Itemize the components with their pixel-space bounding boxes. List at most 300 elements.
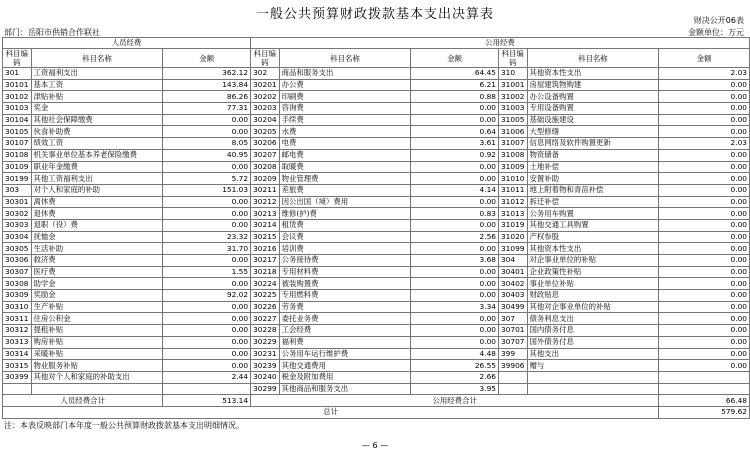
cell-name: 采暖补贴 — [31, 348, 163, 360]
cell-name: 手续费 — [279, 114, 411, 126]
table-row — [3, 126, 750, 138]
cell-name: 工会经费 — [279, 325, 411, 337]
cell-amount: 0.00 — [163, 161, 251, 173]
cell-name: 其他对企事业单位的补贴 — [527, 301, 659, 313]
cell-code: 30499 — [498, 301, 527, 313]
cell-code: 39906 — [498, 360, 527, 372]
cell-amount: 26.55 — [411, 360, 499, 372]
cell-name: 其他商品和服务支出 — [279, 383, 411, 395]
cell-name: 基础设施建设 — [527, 114, 659, 126]
cell-amount: 0.00 — [411, 313, 499, 325]
cell-amount — [659, 371, 750, 383]
cell-name: 公务用车运行维护费 — [279, 348, 411, 360]
cell-amount: 0.00 — [411, 266, 499, 278]
table-row — [3, 313, 750, 325]
cell-amount: 0.00 — [659, 336, 750, 348]
footnote: 注：本表反映部门本年度一般公共预算财政拨款基本支出明细情况。 — [4, 421, 244, 430]
cell-code: 310 — [498, 68, 527, 80]
cell-name: 购房补贴 — [31, 336, 163, 348]
cell-name: 助学金 — [31, 278, 163, 290]
cell-name: 安置补助 — [527, 173, 659, 185]
table-row — [3, 325, 750, 337]
cell-name: 工资福利支出 — [31, 68, 163, 80]
cell-name: 生活补助 — [31, 243, 163, 255]
cell-name: 信息网络及软件购置更新 — [527, 138, 659, 150]
cell-amount: 2.66 — [411, 371, 499, 383]
cell-name: 租赁费 — [279, 219, 411, 231]
cell-amount: 0.00 — [163, 325, 251, 337]
grand-total-row — [3, 406, 750, 418]
cell-amount — [659, 383, 750, 395]
cell-amount: 0.00 — [659, 243, 750, 255]
cell-amount: 0.00 — [659, 126, 750, 138]
table-row — [3, 184, 750, 196]
cell-code: 30212 — [251, 196, 280, 208]
cell-name: 绩效工资 — [31, 138, 163, 150]
cell-amount: 0.00 — [659, 91, 750, 103]
cell-amount: 0.00 — [163, 348, 251, 360]
table-row — [3, 371, 750, 383]
cell-name: 伙食补助费 — [31, 126, 163, 138]
cell-amount: 0.00 — [659, 313, 750, 325]
cell-name: 商品和服务支出 — [279, 68, 411, 80]
cell-name: 物资储备 — [527, 149, 659, 161]
cell-code: 303 — [3, 184, 32, 196]
cell-code: 30216 — [251, 243, 280, 255]
cell-code: 30308 — [3, 278, 32, 290]
cell-code: 31099 — [498, 243, 527, 255]
cell-name: 住房公积金 — [31, 313, 163, 325]
cell-code: 31003 — [498, 103, 527, 115]
cell-amount: 40.95 — [163, 149, 251, 161]
expenditure-table — [2, 37, 750, 419]
cell-name: 职业年金缴费 — [31, 161, 163, 173]
table-row — [3, 266, 750, 278]
cell-name: 事业单位补贴 — [527, 278, 659, 290]
cell-name: 对个人和家庭的补助 — [31, 184, 163, 196]
cell-code: 30401 — [498, 266, 527, 278]
cell-code: 30228 — [251, 325, 280, 337]
table-row — [3, 138, 750, 150]
cell-amount: 0.00 — [659, 231, 750, 243]
cell-amount: 3.95 — [411, 383, 499, 395]
cell-code: 30314 — [3, 348, 32, 360]
cell-name: 奖励金 — [31, 290, 163, 302]
cell-code: 30310 — [3, 301, 32, 313]
cell-code: 31005 — [498, 114, 527, 126]
amount-unit-label: 金额单位：万元 — [688, 28, 744, 37]
cell-name: 维修(护)费 — [279, 208, 411, 220]
cell-name: 其他资本性支出 — [527, 68, 659, 80]
cell-name: 会议费 — [279, 231, 411, 243]
cell-amount: 0.00 — [411, 114, 499, 126]
cell-name: 国外债务付息 — [527, 336, 659, 348]
cell-code: 30240 — [251, 371, 280, 383]
grand-total-label: 总计 — [3, 406, 659, 418]
cell-code: 30307 — [3, 266, 32, 278]
cell-code: 30205 — [251, 126, 280, 138]
cell-code: 30306 — [3, 255, 32, 267]
cell-amount: 0.00 — [659, 196, 750, 208]
cell-code: 30312 — [3, 325, 32, 337]
cell-amount: 0.00 — [659, 173, 750, 185]
cell-amount: 8.05 — [163, 138, 251, 150]
public-total-label: 公用经费合计 — [251, 395, 659, 407]
table-row — [3, 196, 750, 208]
cell-code: 30217 — [251, 255, 280, 267]
header-code: 科目编码 — [3, 49, 32, 68]
cell-name: 被装购置费 — [279, 278, 411, 290]
cell-name: 其他交通工具购置 — [527, 219, 659, 231]
cell-amount — [163, 383, 251, 395]
cell-amount: 64.45 — [411, 68, 499, 80]
cell-amount: 0.00 — [163, 196, 251, 208]
cell-code: 30302 — [3, 208, 32, 220]
cell-name: 培训费 — [279, 243, 411, 255]
report-title: 一般公共预算财政拨款基本支出决算表 — [255, 7, 494, 22]
cell-code: 30224 — [251, 278, 280, 290]
cell-amount: 31.70 — [163, 243, 251, 255]
cell-code: 30103 — [3, 103, 32, 115]
cell-name: 水费 — [279, 126, 411, 138]
section-personnel: 人员经费 — [3, 38, 251, 49]
cell-name: 抚恤金 — [31, 231, 163, 243]
cell-amount: 0.00 — [659, 79, 750, 91]
cell-name: 其他交通费用 — [279, 360, 411, 372]
cell-name: 拆迁补偿 — [527, 196, 659, 208]
cell-name: 其他资本性支出 — [527, 243, 659, 255]
personnel-total-value: 513.14 — [163, 395, 251, 407]
cell-code: 30239 — [251, 360, 280, 372]
cell-code: 30403 — [498, 290, 527, 302]
cell-code: 30206 — [251, 138, 280, 150]
cell-amount: 0.00 — [659, 161, 750, 173]
cell-amount: 0.00 — [163, 255, 251, 267]
cell-code: 30225 — [251, 290, 280, 302]
cell-name: 奖金 — [31, 103, 163, 115]
cell-name: 电费 — [279, 138, 411, 150]
cell-code: 30313 — [3, 336, 32, 348]
cell-code: 30213 — [251, 208, 280, 220]
cell-code: 30101 — [3, 79, 32, 91]
cell-code: 31002 — [498, 91, 527, 103]
column-header-row — [3, 49, 750, 68]
cell-name: 地上附着物和青苗补偿 — [527, 184, 659, 196]
header-name: 科目名称 — [31, 49, 163, 68]
cell-code: 30399 — [3, 371, 32, 383]
cell-code: 30203 — [251, 103, 280, 115]
cell-code: 30229 — [251, 336, 280, 348]
cell-name: 专用设备购置 — [527, 103, 659, 115]
table-row — [3, 114, 750, 126]
cell-name — [527, 371, 659, 383]
cell-name: 土地补偿 — [527, 161, 659, 173]
cell-amount: 0.00 — [163, 301, 251, 313]
cell-name: 离休费 — [31, 196, 163, 208]
cell-code: 30402 — [498, 278, 527, 290]
cell-code: 30208 — [251, 161, 280, 173]
cell-code — [498, 371, 527, 383]
section-public: 公用经费 — [251, 38, 750, 49]
cell-code: 30108 — [3, 149, 32, 161]
cell-amount: 2.03 — [659, 68, 750, 80]
cell-amount: 0.00 — [163, 126, 251, 138]
cell-code: 301 — [3, 68, 32, 80]
table-row — [3, 161, 750, 173]
cell-name: 机关事业单位基本养老保险缴费 — [31, 149, 163, 161]
cell-amount: 0.00 — [659, 325, 750, 337]
cell-name: 津贴补贴 — [31, 91, 163, 103]
cell-amount: 0.00 — [659, 114, 750, 126]
cell-amount: 0.00 — [659, 255, 750, 267]
cell-name: 大型修缮 — [527, 126, 659, 138]
grand-total-value: 579.62 — [659, 406, 750, 418]
cell-name: 办公费 — [279, 79, 411, 91]
cell-amount: 4.48 — [411, 348, 499, 360]
cell-amount: 2.56 — [411, 231, 499, 243]
cell-name: 公务用车购置 — [527, 208, 659, 220]
cell-amount: 0.00 — [411, 161, 499, 173]
cell-amount: 2.44 — [163, 371, 251, 383]
cell-code: 30104 — [3, 114, 32, 126]
cell-code: 30201 — [251, 79, 280, 91]
cell-amount: 0.00 — [163, 114, 251, 126]
cell-name: 产权参股 — [527, 231, 659, 243]
cell-code: 30204 — [251, 114, 280, 126]
cell-amount: 0.00 — [411, 290, 499, 302]
cell-amount: 6.21 — [411, 79, 499, 91]
table-number: 财决公开06表 — [693, 16, 744, 25]
cell-name: 国内债务付息 — [527, 325, 659, 337]
cell-amount: 0.00 — [659, 149, 750, 161]
table-row — [3, 278, 750, 290]
cell-name: 劳务费 — [279, 301, 411, 313]
cell-name: 物业服务补贴 — [31, 360, 163, 372]
cell-amount: 0.00 — [163, 336, 251, 348]
cell-code: 30226 — [251, 301, 280, 313]
cell-code: 31020 — [498, 231, 527, 243]
cell-amount: 0.88 — [411, 91, 499, 103]
table-row — [3, 255, 750, 267]
table-row — [3, 290, 750, 302]
cell-name: 税金及附加费用 — [279, 371, 411, 383]
header-amount: 金额 — [411, 49, 499, 68]
cell-amount: 0.00 — [659, 103, 750, 115]
cell-amount: 86.26 — [163, 91, 251, 103]
cell-code: 30207 — [251, 149, 280, 161]
cell-amount: 0.00 — [411, 243, 499, 255]
cell-name: 提租补贴 — [31, 325, 163, 337]
table-row — [3, 336, 750, 348]
cell-amount: 0.00 — [163, 360, 251, 372]
cell-code: 30227 — [251, 313, 280, 325]
cell-amount: 5.72 — [163, 173, 251, 185]
cell-code: 30211 — [251, 184, 280, 196]
cell-amount: 3.68 — [411, 255, 499, 267]
cell-code: 30105 — [3, 126, 32, 138]
table-row — [3, 173, 750, 185]
table-row — [3, 149, 750, 161]
cell-amount: 0.00 — [659, 208, 750, 220]
cell-name: 其他工资福利支出 — [31, 173, 163, 185]
header-amount: 金额 — [659, 49, 750, 68]
cell-amount: 0.00 — [659, 219, 750, 231]
cell-amount: 4.14 — [411, 184, 499, 196]
cell-name: 基本工资 — [31, 79, 163, 91]
header-name: 科目名称 — [527, 49, 659, 68]
header-code: 科目编码 — [498, 49, 527, 68]
cell-code: 30299 — [251, 383, 280, 395]
personnel-total-label: 人员经费合计 — [3, 395, 163, 407]
cell-amount: 0.00 — [411, 196, 499, 208]
cell-amount: 0.00 — [411, 173, 499, 185]
cell-code: 31009 — [498, 161, 527, 173]
cell-code: 31013 — [498, 208, 527, 220]
cell-code: 30231 — [251, 348, 280, 360]
cell-code: 399 — [498, 348, 527, 360]
header-amount: 金额 — [163, 49, 251, 68]
cell-name: 债务利息支出 — [527, 313, 659, 325]
cell-name: 咨询费 — [279, 103, 411, 115]
cell-code: 31007 — [498, 138, 527, 150]
cell-code: 30305 — [3, 243, 32, 255]
cell-amount: 0.64 — [411, 126, 499, 138]
cell-name: 赠与 — [527, 360, 659, 372]
cell-code: 31001 — [498, 79, 527, 91]
cell-name: 企业政策性补贴 — [527, 266, 659, 278]
cell-amount: 151.03 — [163, 184, 251, 196]
table-row — [3, 243, 750, 255]
table-row — [3, 231, 750, 243]
cell-amount: 0.00 — [163, 219, 251, 231]
cell-amount: 0.00 — [659, 266, 750, 278]
cell-amount: 0.00 — [659, 278, 750, 290]
cell-code: 30202 — [251, 91, 280, 103]
cell-name: 其他对个人和家庭的补助支出 — [31, 371, 163, 383]
cell-amount: 0.00 — [163, 278, 251, 290]
cell-code — [3, 383, 32, 395]
cell-code: 31019 — [498, 219, 527, 231]
cell-name: 差旅费 — [279, 184, 411, 196]
cell-amount: 23.32 — [163, 231, 251, 243]
cell-amount: 0.00 — [411, 219, 499, 231]
cell-code: 31010 — [498, 173, 527, 185]
table-row — [3, 348, 750, 360]
cell-name: 房屋建筑物购建 — [527, 79, 659, 91]
cell-code: 30301 — [3, 196, 32, 208]
cell-code — [498, 383, 527, 395]
cell-code: 30701 — [498, 325, 527, 337]
header-code: 科目编码 — [251, 49, 280, 68]
cell-amount: 362.12 — [163, 68, 251, 80]
cell-code: 31011 — [498, 184, 527, 196]
cell-amount: 77.31 — [163, 103, 251, 115]
cell-code: 30315 — [3, 360, 32, 372]
cell-amount: 92.02 — [163, 290, 251, 302]
cell-name: 其他社会保障缴费 — [31, 114, 163, 126]
cell-amount: 0.00 — [163, 313, 251, 325]
table-row — [3, 68, 750, 80]
cell-code: 304 — [498, 255, 527, 267]
cell-code: 31006 — [498, 126, 527, 138]
cell-code: 30303 — [3, 219, 32, 231]
page-number: — 6 — — [361, 441, 389, 450]
cell-name: 邮电费 — [279, 149, 411, 161]
cell-amount: 0.00 — [411, 325, 499, 337]
cell-amount: 0.00 — [659, 360, 750, 372]
cell-name: 财政贴息 — [527, 290, 659, 302]
cell-name: 其他支出 — [527, 348, 659, 360]
cell-amount: 0.00 — [411, 103, 499, 115]
cell-code: 30218 — [251, 266, 280, 278]
cell-amount: 0.00 — [659, 290, 750, 302]
cell-name: 对企事业单位的补贴 — [527, 255, 659, 267]
cell-name: 印刷费 — [279, 91, 411, 103]
table-row — [3, 383, 750, 395]
section-header-row — [3, 38, 750, 49]
cell-name: 福利费 — [279, 336, 411, 348]
cell-name: 生产补贴 — [31, 301, 163, 313]
cell-amount: 0.00 — [163, 208, 251, 220]
subtotal-row — [3, 395, 750, 407]
cell-name — [31, 383, 163, 395]
table-row — [3, 219, 750, 231]
cell-code: 30107 — [3, 138, 32, 150]
cell-name: 专用燃料费 — [279, 290, 411, 302]
cell-code: 31008 — [498, 149, 527, 161]
public-total-value: 66.48 — [659, 395, 750, 407]
cell-code: 30707 — [498, 336, 527, 348]
cell-code: 307 — [498, 313, 527, 325]
cell-amount: 0.83 — [411, 208, 499, 220]
cell-name: 医疗费 — [31, 266, 163, 278]
cell-amount: 3.34 — [411, 301, 499, 313]
table-row — [3, 208, 750, 220]
cell-code: 302 — [251, 68, 280, 80]
cell-name: 退休费 — [31, 208, 163, 220]
cell-code: 30199 — [3, 173, 32, 185]
table-row — [3, 91, 750, 103]
cell-name: 办公设备购置 — [527, 91, 659, 103]
cell-code: 30214 — [251, 219, 280, 231]
cell-name — [527, 383, 659, 395]
cell-amount: 3.61 — [411, 138, 499, 150]
cell-name: 专用材料费 — [279, 266, 411, 278]
cell-code: 30109 — [3, 161, 32, 173]
cell-amount: 0.00 — [411, 278, 499, 290]
table-row — [3, 103, 750, 115]
cell-code: 30304 — [3, 231, 32, 243]
cell-amount: 0.00 — [659, 301, 750, 313]
cell-amount: 0.00 — [659, 348, 750, 360]
table-row — [3, 360, 750, 372]
cell-amount: 1.55 — [163, 266, 251, 278]
cell-name: 救济费 — [31, 255, 163, 267]
department-label: 部门：岳阳市供销合作联社 — [4, 28, 100, 37]
cell-name: 公务接待费 — [279, 255, 411, 267]
cell-code: 30309 — [3, 290, 32, 302]
cell-name: 退职（役）费 — [31, 219, 163, 231]
table-row — [3, 301, 750, 313]
cell-amount: 2.03 — [659, 138, 750, 150]
cell-amount: 0.00 — [411, 336, 499, 348]
cell-amount: 143.84 — [163, 79, 251, 91]
cell-code: 30102 — [3, 91, 32, 103]
cell-name: 因公出国（境）费用 — [279, 196, 411, 208]
cell-name: 取暖费 — [279, 161, 411, 173]
cell-code: 31012 — [498, 196, 527, 208]
cell-name: 物业管理费 — [279, 173, 411, 185]
